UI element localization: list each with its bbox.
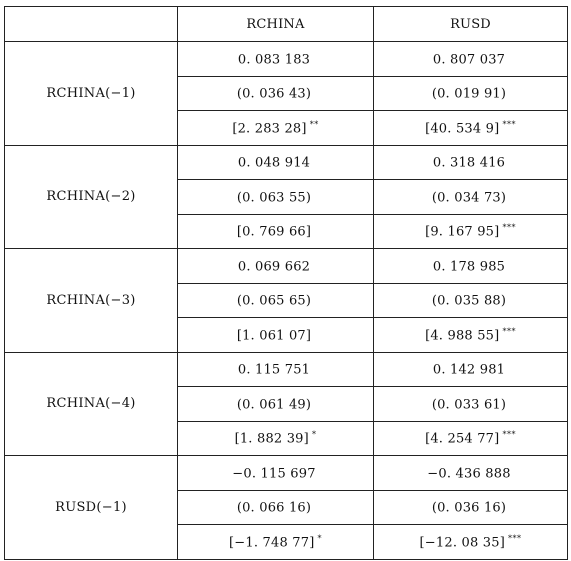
rusd-cell xyxy=(374,525,568,560)
table-row xyxy=(5,42,568,77)
rusd-cell xyxy=(374,42,568,77)
significance-marker: *** xyxy=(507,533,522,543)
rusd-value: (0. 035 88) xyxy=(431,293,507,309)
significance-marker: *** xyxy=(502,119,516,129)
rusd-value: [9. 167 95] xyxy=(425,224,500,240)
rchina-value: (0. 066 16) xyxy=(236,500,312,516)
header-rchina: RCHINA xyxy=(178,7,374,42)
rusd-value: (0. 036 16) xyxy=(431,500,507,516)
rchina-cell xyxy=(178,421,374,456)
rusd-value: [40. 534 9] xyxy=(425,120,500,136)
significance-marker: * xyxy=(311,430,317,440)
rchina-value: [2. 283 28] xyxy=(232,120,307,136)
rusd-value: (0. 033 61) xyxy=(431,396,507,412)
rchina-value: 0. 083 183 xyxy=(237,51,311,67)
significance-marker: ** xyxy=(309,119,319,129)
rusd-value: (0. 019 91) xyxy=(431,86,507,102)
rusd-value: 0. 178 985 xyxy=(432,258,506,274)
rchina-cell xyxy=(178,525,374,560)
header-rusd: RUSD xyxy=(374,7,568,42)
variable-label: RCHINA(−4) xyxy=(5,352,178,456)
rchina-cell xyxy=(178,214,374,249)
regression-table xyxy=(4,6,568,560)
rchina-cell xyxy=(178,490,374,525)
rusd-value: [−12. 08 35] xyxy=(419,534,505,550)
significance-marker: * xyxy=(317,533,322,543)
rchina-cell xyxy=(178,76,374,111)
significance-marker: *** xyxy=(502,223,516,233)
rchina-cell xyxy=(178,456,374,491)
rchina-cell xyxy=(178,145,374,180)
header-row xyxy=(5,7,568,42)
variable-label: RCHINA(−1) xyxy=(5,42,178,146)
rusd-value: 0. 318 416 xyxy=(432,155,506,171)
rusd-value: (0. 034 73) xyxy=(431,189,507,205)
rusd-cell xyxy=(374,214,568,249)
rusd-cell xyxy=(374,283,568,318)
rchina-value: 0. 115 751 xyxy=(237,362,311,378)
rchina-cell xyxy=(178,249,374,284)
rchina-value: −0. 115 697 xyxy=(232,465,316,481)
rusd-cell xyxy=(374,421,568,456)
rchina-cell xyxy=(178,283,374,318)
rusd-cell xyxy=(374,387,568,422)
table-row xyxy=(5,456,568,491)
header-corner-cell xyxy=(5,7,178,42)
rchina-value: (0. 036 43) xyxy=(236,86,312,102)
rchina-value: [1. 882 39] xyxy=(234,431,309,447)
rusd-cell xyxy=(374,76,568,111)
rchina-value: (0. 063 55) xyxy=(236,189,312,205)
variable-label: RCHINA(−2) xyxy=(5,145,178,249)
regression-table-container xyxy=(4,6,567,560)
rusd-cell xyxy=(374,145,568,180)
rchina-cell xyxy=(178,180,374,215)
rchina-cell xyxy=(178,111,374,146)
rusd-cell xyxy=(374,111,568,146)
table-row xyxy=(5,352,568,387)
significance-marker: *** xyxy=(502,430,516,440)
rusd-cell xyxy=(374,318,568,353)
rchina-value: 0. 069 662 xyxy=(237,258,311,274)
table-body xyxy=(5,42,568,560)
variable-label: RUSD(−1) xyxy=(5,456,178,560)
rchina-value: (0. 061 49) xyxy=(236,396,312,412)
significance-marker: *** xyxy=(502,326,516,336)
rchina-cell xyxy=(178,352,374,387)
rchina-cell xyxy=(178,318,374,353)
rchina-value: 0. 048 914 xyxy=(237,155,311,171)
rusd-cell xyxy=(374,490,568,525)
rusd-value: −0. 436 888 xyxy=(427,465,511,481)
rchina-value: [−1. 748 77] xyxy=(229,534,315,550)
rusd-value: [4. 254 77] xyxy=(425,431,500,447)
rusd-cell xyxy=(374,352,568,387)
table-row xyxy=(5,145,568,180)
rchina-cell xyxy=(178,387,374,422)
rusd-cell xyxy=(374,249,568,284)
rusd-cell xyxy=(374,180,568,215)
rusd-value: 0. 142 981 xyxy=(432,362,506,378)
rchina-value: [1. 061 07] xyxy=(236,327,312,343)
rchina-value: (0. 065 65) xyxy=(236,293,312,309)
rusd-cell xyxy=(374,456,568,491)
rchina-value: [0. 769 66] xyxy=(236,224,312,240)
variable-label: RCHINA(−3) xyxy=(5,249,178,353)
table-row xyxy=(5,249,568,284)
rusd-value: 0. 807 037 xyxy=(432,51,506,67)
rusd-value: [4. 988 55] xyxy=(425,327,500,343)
rchina-cell xyxy=(178,42,374,77)
